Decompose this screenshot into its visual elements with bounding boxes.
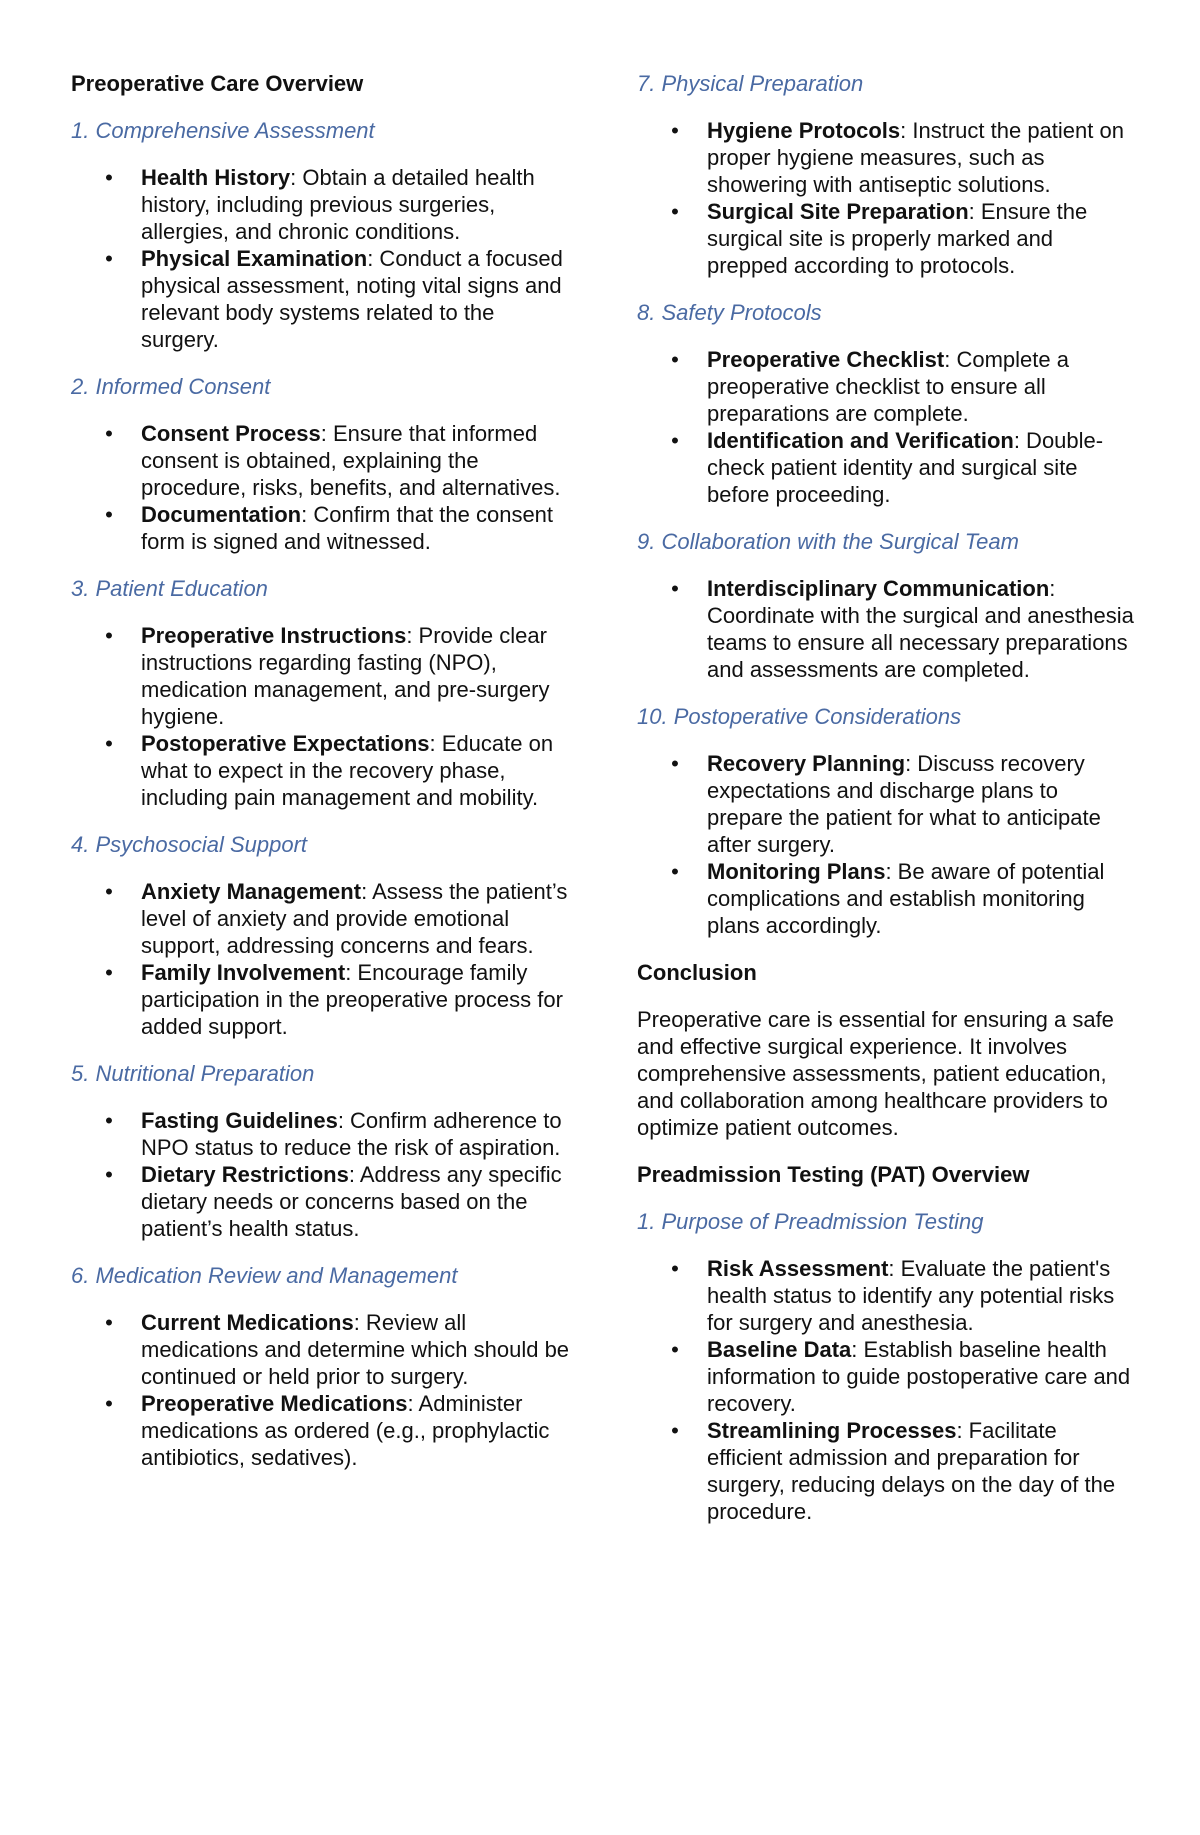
list-item	[637, 575, 1137, 683]
bullet-icon: •	[105, 421, 113, 446]
section-heading: 2. Informed Consent	[71, 374, 271, 399]
item-text: : Conduct a focused physical assessment, noting vital signs and relevant body systems related to the surgery.	[141, 246, 563, 352]
section-8	[637, 299, 1137, 508]
item-term: Interdisciplinary Communication	[707, 576, 1050, 601]
list-item	[637, 750, 1137, 858]
item-term: Dietary Restrictions	[141, 1162, 349, 1187]
section-9	[637, 528, 1137, 683]
right-column	[637, 70, 1137, 1545]
list-item	[71, 959, 571, 1040]
item-term: Monitoring Plans	[707, 859, 886, 884]
item-text: : Double-check patient identity and surgical site before proceeding.	[707, 428, 1104, 507]
bullet-icon: •	[105, 1162, 113, 1187]
item-term: Streamlining Processes	[707, 1418, 957, 1443]
bullet-icon: •	[671, 1337, 679, 1362]
section-7	[637, 70, 1137, 279]
item-text: : Obtain a detailed health history, including previous surgeries, allergies, and chronic conditions.	[141, 165, 535, 244]
list-item	[71, 1107, 571, 1161]
list-item	[71, 622, 571, 730]
item-text: : Evaluate the patient's health status to identify any potential risks for surgery and anesthesia.	[707, 1256, 1115, 1335]
item-text: : Establish baseline health information to guide postoperative care and recovery.	[707, 1337, 1131, 1416]
bullet-icon: •	[105, 502, 113, 527]
item-term: Health History	[141, 165, 291, 190]
section-3	[71, 575, 571, 811]
section-10	[637, 703, 1137, 939]
list-item	[637, 198, 1137, 279]
item-text: : Confirm adherence to NPO status to reduce the risk of aspiration.	[141, 1108, 562, 1160]
bullet-list	[71, 1107, 571, 1242]
item-term: Identification and Verification	[707, 428, 1014, 453]
bullet-list	[71, 164, 571, 353]
item-text: : Assess the patient’s level of anxiety and provide emotional support, addressing concerns and fears.	[141, 879, 568, 958]
list-item	[71, 730, 571, 811]
bullet-icon: •	[105, 879, 113, 904]
section-heading: 5. Nutritional Preparation	[71, 1061, 315, 1086]
bullet-icon: •	[105, 960, 113, 985]
bullet-list	[71, 420, 571, 555]
list-item	[637, 427, 1137, 508]
section-4	[71, 831, 571, 1040]
item-term: Physical Examination	[141, 246, 368, 271]
bullet-icon: •	[671, 859, 679, 884]
item-term: Family Involvement	[141, 960, 346, 985]
bullet-icon: •	[105, 731, 113, 756]
bullet-icon: •	[671, 1256, 679, 1281]
bullet-icon: •	[105, 623, 113, 648]
item-term: Recovery Planning	[707, 751, 906, 776]
section-6	[71, 1262, 571, 1471]
item-term: Current Medications	[141, 1310, 354, 1335]
section-heading: 8. Safety Protocols	[637, 300, 822, 325]
bullet-icon: •	[671, 347, 679, 372]
item-text: : Address any specific dietary needs or concerns based on the patient’s health status.	[141, 1162, 562, 1241]
item-text: : Coordinate with the surgical and anesthesia teams to ensure all necessary preparations and assessments are completed.	[707, 576, 1134, 682]
bullet-list	[637, 575, 1137, 683]
section-heading: 10. Postoperative Considerations	[637, 704, 962, 729]
bullet-icon: •	[105, 1310, 113, 1335]
overview-title: Preoperative Care Overview	[71, 71, 364, 96]
bullet-icon: •	[671, 1418, 679, 1443]
item-term: Surgical Site Preparation	[707, 199, 969, 224]
item-term: Anxiety Management	[141, 879, 362, 904]
list-item	[71, 878, 571, 959]
list-item	[71, 245, 571, 353]
list-item	[71, 501, 571, 555]
section-heading: 4. Psychosocial Support	[71, 832, 308, 857]
left-column	[71, 70, 571, 1491]
item-term: Documentation	[141, 502, 302, 527]
item-text: : Ensure the surgical site is properly marked and prepped according to protocols.	[707, 199, 1088, 278]
item-text: : Facilitate efficient admission and preparation for surgery, reducing delays on the day of the procedure.	[707, 1418, 1116, 1524]
list-item	[637, 117, 1137, 198]
section-1	[71, 117, 571, 353]
list-item	[71, 1390, 571, 1471]
section-heading: 7. Physical Preparation	[637, 71, 864, 96]
item-text: : Confirm that the consent form is signed and witnessed.	[141, 502, 554, 554]
bullet-list	[71, 878, 571, 1040]
section-2	[71, 373, 571, 555]
conclusion-paragraph: Preoperative care is essential for ensuring a safe and effective surgical experience. It involves comprehensive assessments, patient education, and collaboration among healthcare providers to optimize patient outcomes.	[637, 1007, 1114, 1140]
section-heading: 3. Patient Education	[71, 576, 268, 601]
item-text: : Encourage family participation in the preoperative process for added support.	[141, 960, 563, 1039]
item-text: : Complete a preoperative checklist to ensure all preparations are complete.	[707, 347, 1069, 426]
item-term: Fasting Guidelines	[141, 1108, 338, 1133]
pat-title: Preadmission Testing (PAT) Overview	[637, 1162, 1030, 1187]
item-text: : Be aware of potential complications and establish monitoring plans accordingly.	[707, 859, 1105, 938]
bullet-icon: •	[671, 428, 679, 453]
item-text: : Ensure that informed consent is obtained, explaining the procedure, risks, benefits, and alternatives.	[141, 421, 561, 500]
item-text: : Instruct the patient on proper hygiene measures, such as showering with antiseptic solutions.	[707, 118, 1124, 197]
section-heading: 9. Collaboration with the Surgical Team	[637, 529, 1019, 554]
list-item	[637, 1417, 1137, 1525]
list-item	[637, 1336, 1137, 1417]
list-item	[71, 1309, 571, 1390]
list-item	[71, 420, 571, 501]
bullet-list	[637, 750, 1137, 939]
bullet-icon: •	[671, 199, 679, 224]
conclusion-title: Conclusion	[637, 960, 757, 985]
item-text: : Provide clear instructions regarding fasting (NPO), medication management, and pre-surgery hygiene.	[141, 623, 550, 729]
bullet-icon: •	[105, 1108, 113, 1133]
section-heading: 1. Comprehensive Assessment	[71, 118, 375, 143]
item-term: Risk Assessment	[707, 1256, 889, 1281]
section-heading: 1. Purpose of Preadmission Testing	[637, 1209, 984, 1234]
bullet-list	[637, 117, 1137, 279]
item-term: Baseline Data	[707, 1337, 852, 1362]
list-item	[637, 858, 1137, 939]
item-term: Preoperative Checklist	[707, 347, 945, 372]
bullet-icon: •	[105, 246, 113, 271]
bullet-icon: •	[105, 165, 113, 190]
list-item	[71, 164, 571, 245]
bullet-list	[637, 346, 1137, 508]
bullet-icon: •	[671, 576, 679, 601]
item-term: Consent Process	[141, 421, 321, 446]
section-heading: 6. Medication Review and Management	[71, 1263, 458, 1288]
bullet-icon: •	[105, 1391, 113, 1416]
list-item	[637, 346, 1137, 427]
list-item	[637, 1255, 1137, 1336]
item-text: : Discuss recovery expectations and discharge plans to prepare the patient for what to anticipate after surgery.	[707, 751, 1101, 857]
item-text: : Educate on what to expect in the recovery phase, including pain management and mobility.	[141, 731, 554, 810]
item-term: Preoperative Instructions	[141, 623, 407, 648]
section-5	[71, 1060, 571, 1242]
bullet-list	[71, 1309, 571, 1471]
list-item	[71, 1161, 571, 1242]
bullet-icon: •	[671, 751, 679, 776]
bullet-icon: •	[671, 118, 679, 143]
bullet-list	[71, 622, 571, 811]
item-term: Preoperative Medications	[141, 1391, 408, 1416]
pat-section-1	[637, 1208, 1137, 1525]
item-term: Hygiene Protocols	[707, 118, 901, 143]
item-text: : Administer medications as ordered (e.g., prophylactic antibiotics, sedatives).	[141, 1391, 550, 1470]
item-text: : Review all medications and determine which should be continued or held prior to surgery.	[141, 1310, 570, 1389]
item-term: Postoperative Expectations	[141, 731, 430, 756]
bullet-list	[637, 1255, 1137, 1525]
